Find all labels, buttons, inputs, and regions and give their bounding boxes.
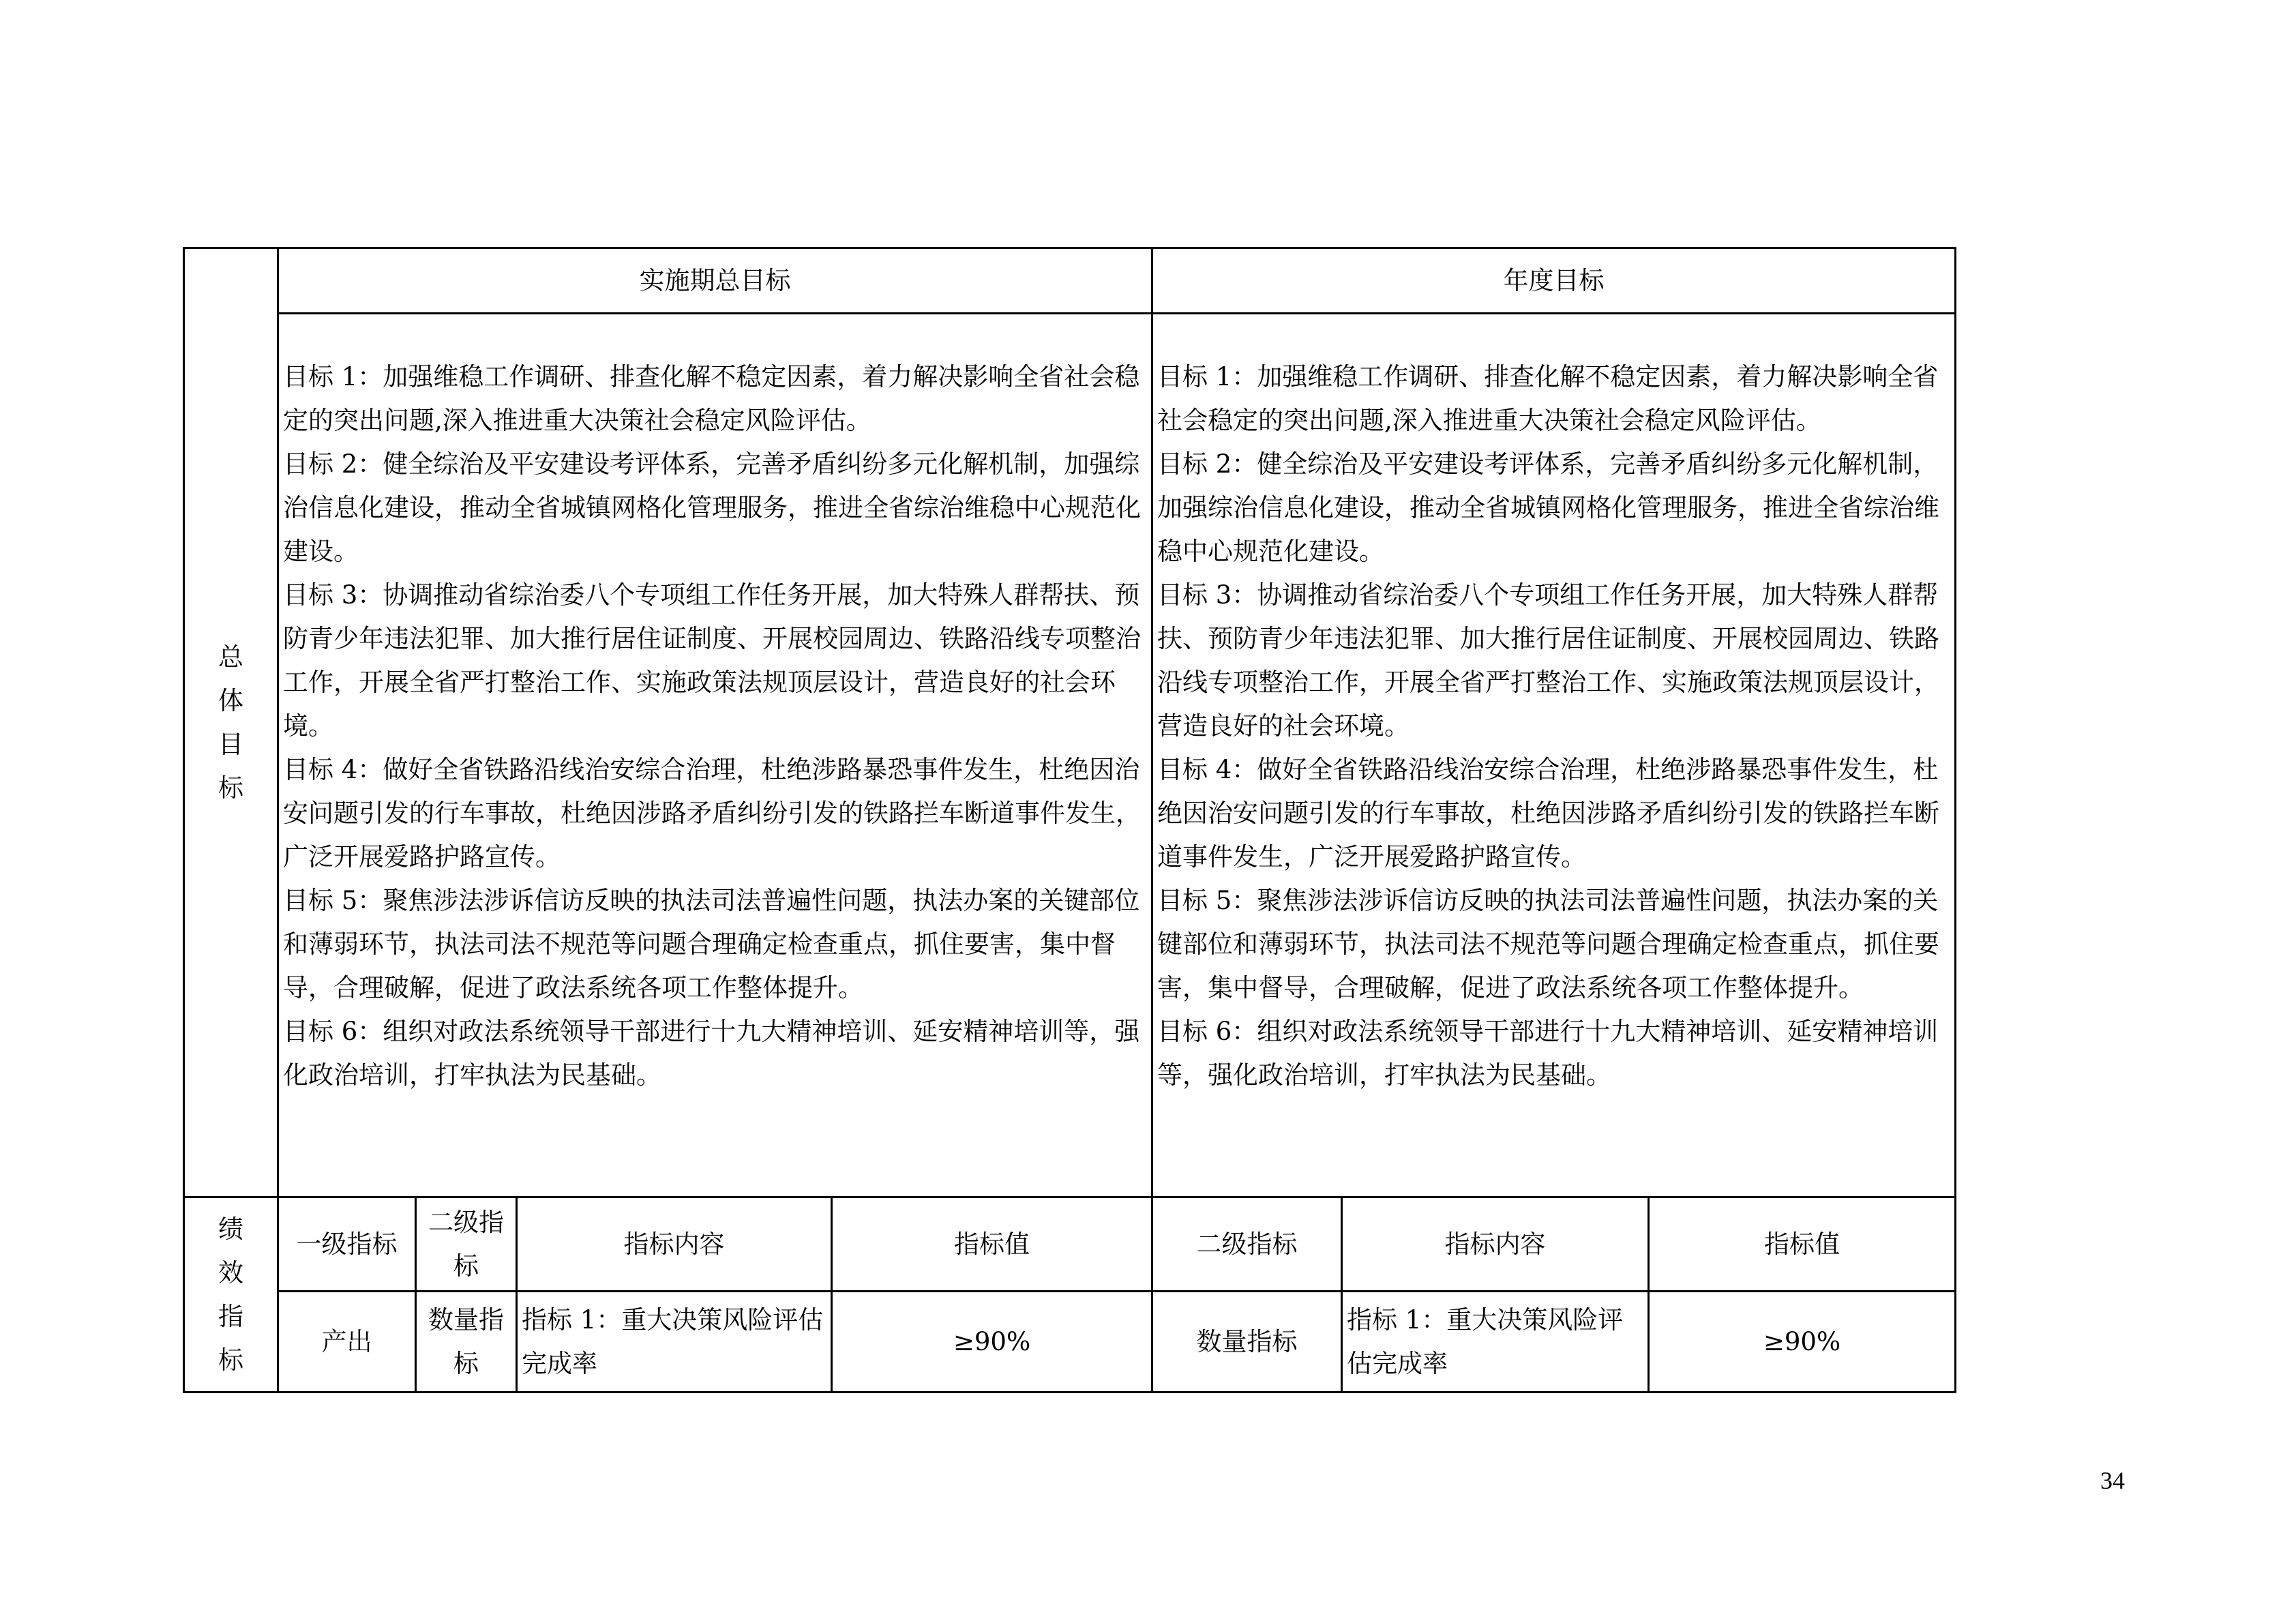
period-goal-item: 目标 2：健全综治及平安建设考评体系，完善矛盾纠纷多元化解机制，加强综治信息化建设，推动全省城镇网格化管理服务，推进全省综治维稳中心规范化建设。 — [283, 449, 1141, 566]
perf-indicator-label: 绩 效 指 标 — [184, 1197, 278, 1393]
period-goals — [278, 314, 1152, 1197]
overall-goal-label: 总 体 目 标 — [184, 248, 278, 1197]
page-number: 34 — [2100, 1467, 2125, 1494]
value-cell: ≥90% — [832, 1292, 1152, 1393]
annual-goal-item: 目标 1：加强维稳工作调研、排查化解不稳定因素，着力解决影响全省社会稳定的突出问题,深入推进重大决策社会稳定风险评估。 — [1157, 362, 1939, 435]
annual-goal-item: 目标 4：做好全省铁路沿线治安综合治理，杜绝涉路暴恐事件发生，杜绝因治安问题引发的行车事故，杜绝因涉路矛盾纠纷引发的铁路拦车断道事件发生，广泛开展爱路护路宣传。 — [1157, 755, 1939, 872]
period-goal-item: 目标 3：协调推动省综治委八个专项组工作任务开展，加大特殊人群帮扶、预防青少年违法犯罪、加大推行居住证制度、开展校园周边、铁路沿线专项整治工作，开展全省严打整治工作、实施政策法规顶层设计，营造良好的社会环境。 — [283, 580, 1141, 741]
annual-goal-item: 目标 3：协调推动省综治委八个专项组工作任务开展，加大特殊人群帮扶、预防青少年违法犯罪、加大推行居住证制度、开展校园周边、铁路沿线专项整治工作，开展全省严打整治工作、实施政策法规顶层设计，营造良好的社会环境。 — [1157, 580, 1939, 741]
period-goal-header: 实施期总目标 — [278, 248, 1152, 314]
period-goal-item: 目标 6：组织对政法系统领导干部进行十九大精神培训、延安精神培训等，强化政治培训，打牢执法为民基础。 — [283, 1017, 1140, 1090]
header-content-annual: 指标内容 — [1342, 1197, 1649, 1292]
annual-goal-header: 年度目标 — [1152, 248, 1956, 314]
header-value-annual: 指标值 — [1649, 1197, 1956, 1292]
level1-cell: 产出 — [278, 1292, 416, 1393]
period-goal-item: 目标 1：加强维稳工作调研、排查化解不稳定因素，着力解决影响全省社会稳定的突出问题,深入推进重大决策社会稳定风险评估。 — [283, 362, 1140, 435]
annual-goals — [1152, 314, 1956, 1197]
header-level2-annual: 二级指标 — [1152, 1197, 1342, 1292]
content-cell: 指标 1：重大决策风险评估完成率 — [517, 1292, 832, 1393]
header-level2: 二级指标 — [416, 1197, 517, 1292]
content-cell-annual: 指标 1：重大决策风险评估完成率 — [1342, 1292, 1649, 1393]
period-goal-item: 目标 4：做好全省铁路沿线治安综合治理，杜绝涉路暴恐事件发生，杜绝因治安问题引发的行车事故，杜绝因涉路矛盾纠纷引发的铁路拦车断道事件发生，广泛开展爱路护路宣传。 — [283, 755, 1141, 872]
annual-goal-item: 目标 2：健全综治及平安建设考评体系，完善矛盾纠纷多元化解机制，加强综治信息化建设，推动全省城镇网格化管理服务，推进全省综治维稳中心规范化建设。 — [1157, 449, 1939, 566]
table-row — [184, 1292, 1956, 1393]
header-value: 指标值 — [832, 1197, 1152, 1292]
value-cell-annual: ≥90% — [1649, 1292, 1956, 1393]
period-goal-item: 目标 5：聚焦涉法涉诉信访反映的执法司法普遍性问题，执法办案的关键部位和薄弱环节，执法司法不规范等问题合理确定检查重点，抓住要害，集中督导，合理破解，促进了政法系统各项工作整体提升。 — [283, 886, 1140, 1002]
annual-goal-item: 目标 5：聚焦涉法涉诉信访反映的执法司法普遍性问题，执法办案的关键部位和薄弱环节，执法司法不规范等问题合理确定检查重点，抓住要害，集中督导，合理破解，促进了政法系统各项工作整体提升。 — [1157, 886, 1939, 1002]
annual-goal-item: 目标 6：组织对政法系统领导干部进行十九大精神培训、延安精神培训等，强化政治培训，打牢执法为民基础。 — [1157, 1017, 1939, 1090]
header-level1: 一级指标 — [278, 1197, 416, 1292]
level2-cell: 数量指标 — [416, 1292, 517, 1393]
header-content: 指标内容 — [517, 1197, 832, 1292]
level2-cell-annual: 数量指标 — [1152, 1292, 1342, 1393]
performance-goal-table — [183, 247, 1956, 1393]
